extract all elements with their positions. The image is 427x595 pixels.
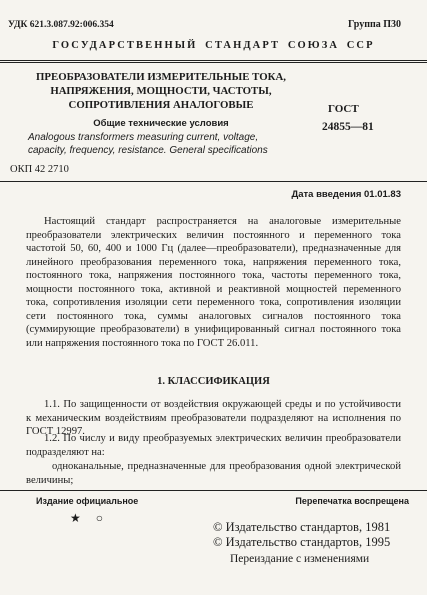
- copyright-1995: © Издательство стандартов, 1995: [213, 535, 391, 549]
- copyright-1981: © Издательство стандартов, 1981: [213, 520, 391, 534]
- okp-rule: [0, 181, 427, 182]
- header-rule-top: [0, 60, 427, 61]
- official-edition: Издание официальное: [36, 496, 139, 506]
- gost-number: 24855—81: [322, 121, 374, 133]
- section-heading: 1. КЛАССИФИКАЦИЯ: [157, 376, 270, 387]
- intro-date: Дата введения 01.01.83: [291, 189, 401, 200]
- standard-banner: ГОСУДАРСТВЕННЫЙ СТАНДАРТ СОЮЗА ССР: [52, 40, 375, 51]
- reissue-note: Переиздание с изменениями: [230, 553, 370, 565]
- english-title: Analogous transformers measuring current, voltage, capacity, frequency, resistance. General specifications: [28, 132, 268, 156]
- reprint-notice: Перепечатка воспрещена: [295, 496, 409, 506]
- title-line-2: НАПРЯЖЕНИЯ, МОЩНОСТИ, ЧАСТОТЫ,: [50, 85, 272, 97]
- star-circle-marks: ★ ○: [70, 511, 110, 525]
- udk-code: УДК 621.3.087.92:006.354: [8, 20, 114, 30]
- document-title: [36, 70, 286, 112]
- clause-1-2-item: одноканальные, предназначенные для преобразования одной электрической величины;: [26, 461, 401, 486]
- okp-code: ОКП 42 2710: [10, 164, 69, 175]
- gost-label: ГОСТ: [328, 103, 359, 115]
- intro-paragraph: Настоящий стандарт распространяется на аналоговые измерительные преобразователи электрических величин постоянного и переменного тока частотой 50, 60, 400 и 1000 Гц (далее—преобразователи), предназначенные для линейного преобразования переменного тока, напряжения переменного тока, постоянного тока, напряжения постоянного тока, частоты переменного тока, мощности постоянного тока, активной и реактивной мощностей переменного тока, сопротивления изоляции сети переменного тока, сопротивления изоляции сети постоянного тока, суммы аналоговых сигналов постоянного тока (суммирующие преобразователи) в унифицированный сигнал постоянного тока или напряжения постоянного тока по ГОСТ 26.011.: [26, 216, 401, 349]
- footer-rule: [0, 490, 427, 491]
- document-subtitle: Общие технические условия: [93, 118, 229, 129]
- clause-1-1: 1.1. По защищенности от воздействия окружающей среды и по устойчивости к механическим воздействиям преобразователи подразделяют на исполнения по ГОСТ 12997.: [26, 399, 401, 437]
- title-line-3: СОПРОТИВЛЕНИЯ АНАЛОГОВЫЕ: [68, 99, 254, 111]
- clause-1-2: 1.2. По числу и виду преобразуемых электрических величин преобразователи подразделяют на:: [26, 433, 401, 458]
- title-line-1: ПРЕОБРАЗОВАТЕЛИ ИЗМЕРИТЕЛЬНЫЕ ТОКА,: [36, 71, 286, 83]
- group-code: Группа П30: [348, 19, 401, 30]
- header-rule-bottom: [0, 62, 427, 63]
